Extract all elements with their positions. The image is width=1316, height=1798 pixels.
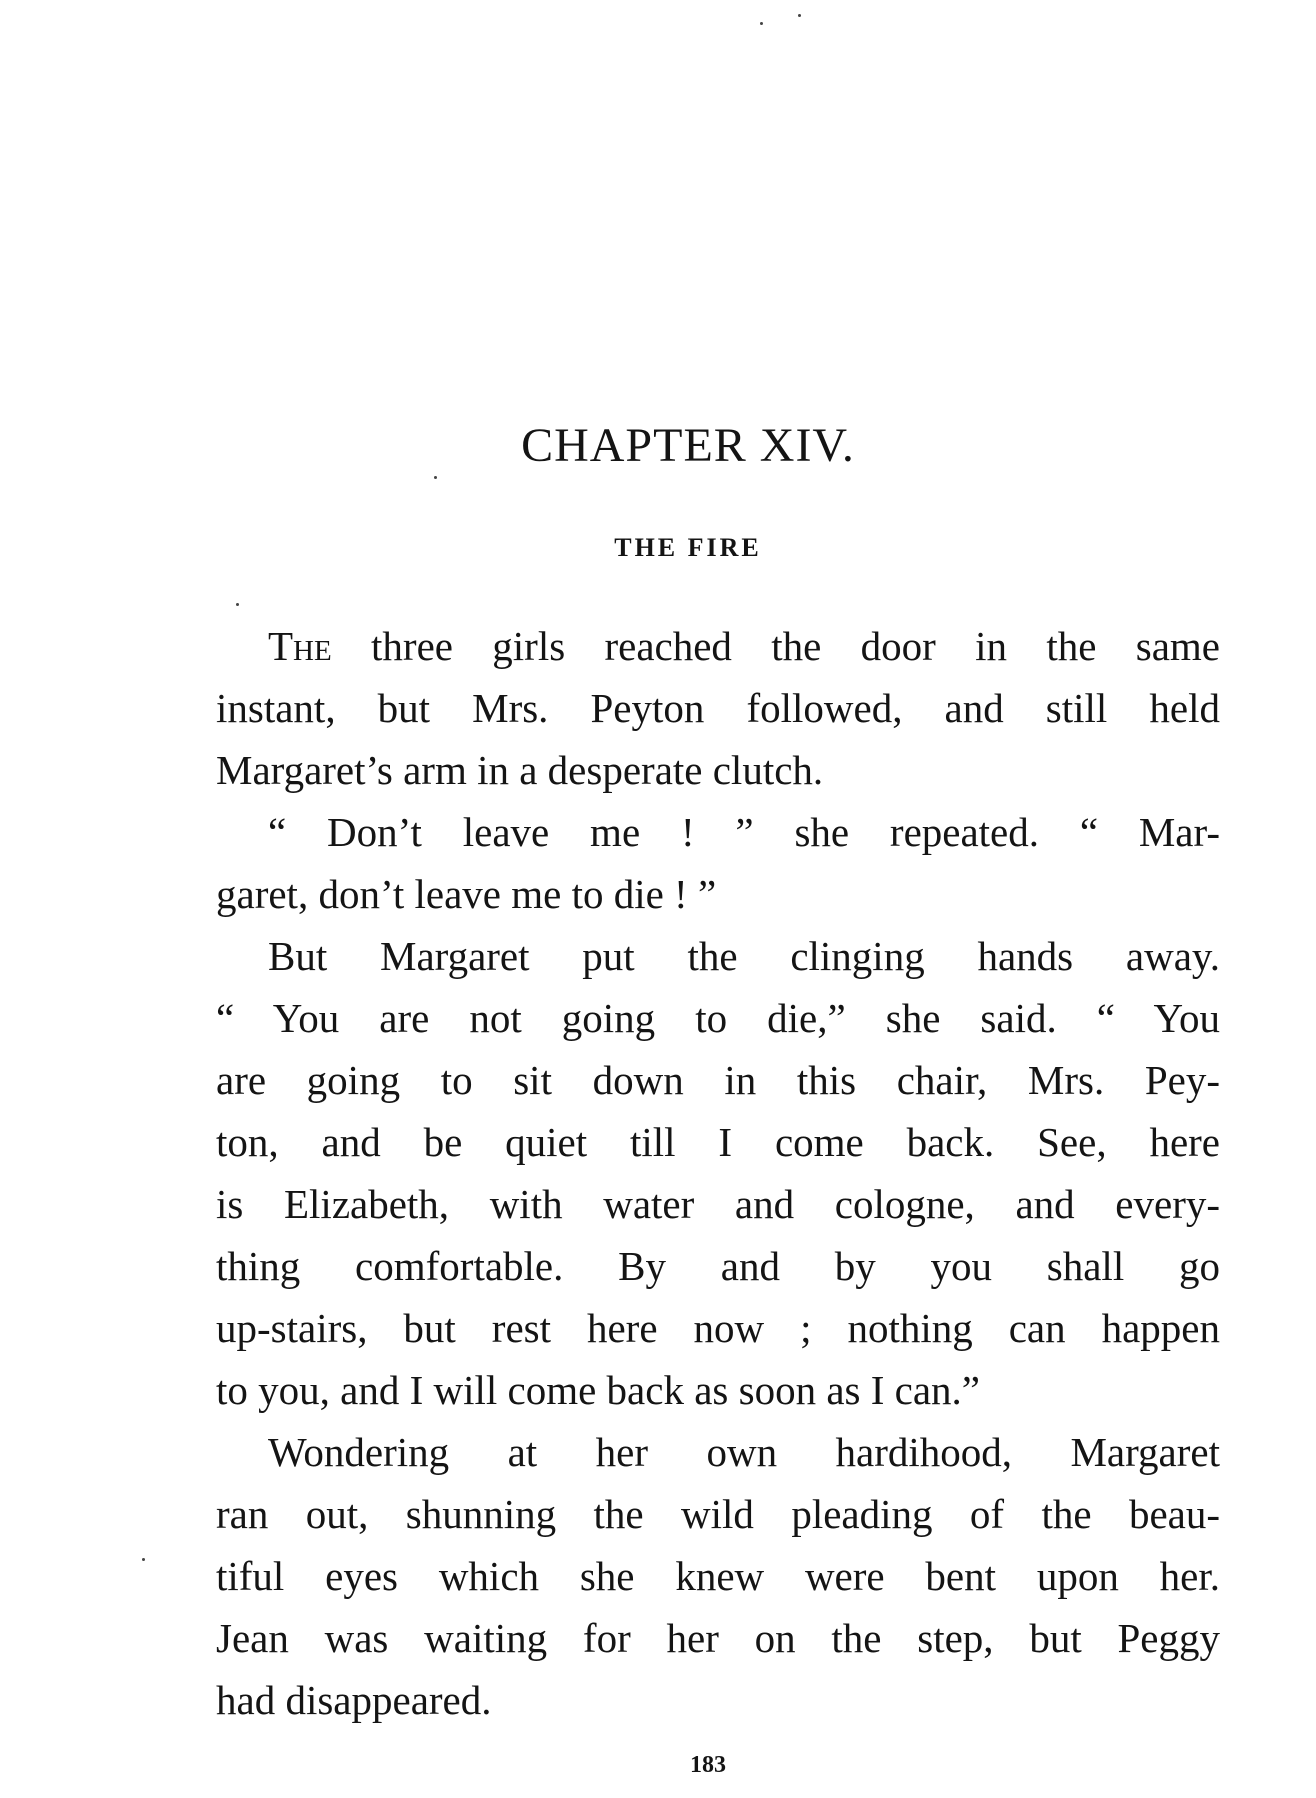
scan-speck <box>760 22 763 25</box>
text-line: ran out, shunning the wild pleading of the beau- <box>216 1491 1220 1537</box>
text-line: garet, don’t leave me to die ! ” <box>216 871 717 917</box>
text-line: But Margaret put the clinging hands away. <box>268 933 1220 979</box>
scan-speck <box>236 603 239 606</box>
paragraph <box>216 1421 1220 1731</box>
scan-speck <box>142 1558 145 1561</box>
text-line: Wondering at her own hardihood, Margaret <box>268 1429 1220 1475</box>
text-line: is Elizabeth, with water and cologne, and every- <box>216 1181 1220 1227</box>
text-line: instant, but Mrs. Peyton followed, and still held <box>216 685 1220 731</box>
chapter-subtitle: THE FIRE <box>614 533 762 562</box>
drop-word: The <box>268 623 332 669</box>
chapter-title: CHAPTER XIV. <box>521 419 855 472</box>
text-line: had disappeared. <box>216 1677 492 1723</box>
text-line: “ You are not going to die,” she said. “ You <box>216 995 1220 1041</box>
chapter-body <box>216 615 1220 1731</box>
paragraph <box>216 925 1220 1421</box>
scan-speck <box>798 14 801 17</box>
text-line <box>216 615 1220 677</box>
text-line: Jean was waiting for her on the step, but Peggy <box>216 1615 1220 1661</box>
text-line: ton, and be quiet till I come back. See, here <box>216 1119 1220 1165</box>
text-line: tiful eyes which she knew were bent upon her. <box>216 1553 1220 1599</box>
text-line: to you, and I will come back as soon as I can.” <box>216 1367 980 1413</box>
paragraph <box>216 615 1220 801</box>
text-line: are going to sit down in this chair, Mrs. Pey- <box>216 1057 1220 1103</box>
text-line-rest: three girls reached the door in the same <box>331 623 1220 669</box>
text-line: up-stairs, but rest here now ; nothing can happen <box>216 1305 1220 1351</box>
text-line: thing comfortable. By and by you shall go <box>216 1243 1220 1289</box>
page-number: 183 <box>690 1752 726 1778</box>
paragraph <box>216 801 1220 925</box>
text-line: “ Don’t leave me ! ” she repeated. “ Mar- <box>268 809 1220 855</box>
scan-speck <box>434 476 437 479</box>
text-line: Margaret’s arm in a desperate clutch. <box>216 747 824 793</box>
